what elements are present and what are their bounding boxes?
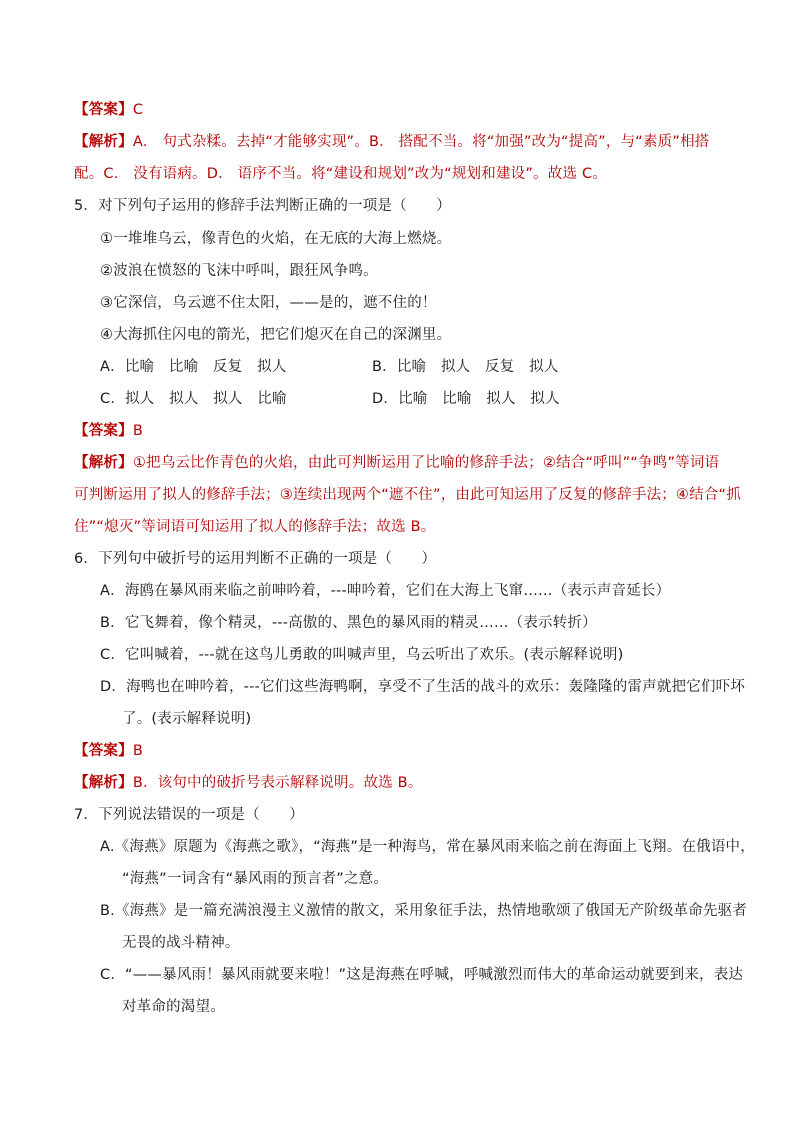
q5-sentence: ③它深信，乌云遮不住太阳，——是的，遮不住的！: [100, 295, 437, 311]
q7-stem: 7．下列说法错误的一项是（ ）: [74, 807, 304, 823]
q5-analysis-line: 住”“熄灭”等词语可知运用了拟人的修辞手法；故选 B。: [74, 519, 436, 535]
analysis-tag: 【解析】: [74, 134, 133, 150]
q5-stem: 5．对下列句子运用的修辞手法判断正确的一项是（ ）: [74, 198, 451, 214]
analysis-text: B．该句中的破折号表示解释说明。故选 B。: [132, 775, 423, 791]
q5-options-row: [100, 388, 700, 410]
q7-option-c: C．“——暴风雨！暴风雨就要来啦！”这是海燕在呼喊，呼喊激烈而伟大的革命运动就要到来，表达: [100, 967, 744, 983]
q7-option-c-continued: 对革命的渴望。: [122, 999, 225, 1015]
analysis-tag: 【解析】: [74, 775, 133, 791]
q5-option-c: C．拟人 拟人 拟人 比喻: [100, 391, 287, 407]
q7-option-b-continued: 无畏的战斗精神。: [122, 935, 240, 951]
q5-sentence: ①一堆堆乌云，像青色的火焰，在无底的大海上燃烧。: [100, 231, 452, 247]
answer-text: B: [132, 423, 143, 439]
answer-text: C: [132, 102, 144, 118]
q6-option-c: C．它叫喊着，---就在这鸟儿勇敢的叫喊声里，乌云听出了欢乐。(表示解释说明): [100, 647, 624, 663]
q5-option-b: B．比喻 拟人 反复 拟人: [372, 359, 559, 375]
q5-analysis-line: [74, 452, 719, 474]
q7-option-a: A.《海燕》原题为《海燕之歌》，“海燕”是一种海鸟，常在暴风雨来临之前在海面上飞翔。在俄语中，: [100, 839, 755, 855]
q4-analysis-line: [74, 131, 710, 153]
q5-sentence: ④大海抓住闪电的箭光，把它们熄灭在自己的深渊里。: [100, 327, 452, 343]
q5-answer: [74, 420, 143, 442]
q6-option-a: A．海鸥在暴风雨来临之前呻吟着，---呻吟着，它们在大海上飞窜……（表示声音延长）: [100, 583, 671, 599]
q5-analysis-line: 可判断运用了拟人的修辞手法；③连续出现两个“遮不住”，由此可知运用了反复的修辞手法；④结合“抓: [74, 487, 741, 503]
q4-analysis-line: 配。C． 没有语病。D． 语序不当。将“建设和规划”改为“规划和建设”。故选 C。: [74, 166, 607, 182]
q5-sentence: ②波浪在愤怒的飞沫中呼叫，跟狂风争鸣。: [100, 263, 378, 279]
q6-stem: 6．下列句中破折号的运用判断不正确的一项是（ ）: [74, 551, 437, 567]
q6-option-d-continued: 了。(表示解释说明): [122, 711, 252, 727]
q7-option-b: B.《海燕》是一篇充满浪漫主义激情的散文，采用象征手法，热情地歌颂了俄国无产阶级革命先驱者: [100, 903, 748, 919]
q5-options-row: [100, 356, 700, 378]
analysis-tag: 【解析】: [74, 455, 133, 471]
q7-option-a-continued: “海燕”一词含有“暴风雨的预言者”之意。: [122, 871, 389, 887]
answer-text: B: [132, 743, 143, 759]
q6-analysis: [74, 772, 423, 794]
answer-tag: 【答案】: [74, 102, 133, 118]
q6-option-b: B．它飞舞着，像个精灵，---高傲的、黑色的暴风雨的精灵……（表示转折）: [100, 615, 597, 631]
q6-answer: [74, 740, 143, 762]
answer-tag: 【答案】: [74, 423, 133, 439]
analysis-text: ①把乌云比作青色的火焰，由此可判断运用了比喻的修辞手法；②结合“呼叫”“争鸣”等词语: [132, 455, 720, 471]
answer-tag: 【答案】: [74, 743, 133, 759]
q5-option-a: A．比喻 比喻 反复 拟人: [100, 359, 287, 375]
q4-answer: [74, 99, 143, 121]
q6-option-d: D．海鸭也在呻吟着，---它们这些海鸭啊，享受不了生活的战斗的欢乐：轰隆隆的雷声就把它们吓坏: [100, 679, 746, 695]
analysis-text: A． 句式杂糅。去掉“才能够实现”。B． 搭配不当。将“加强”改为“提高”，与“素质”相搭: [132, 134, 710, 150]
q5-option-d: D．比喻 比喻 拟人 拟人: [372, 391, 560, 407]
